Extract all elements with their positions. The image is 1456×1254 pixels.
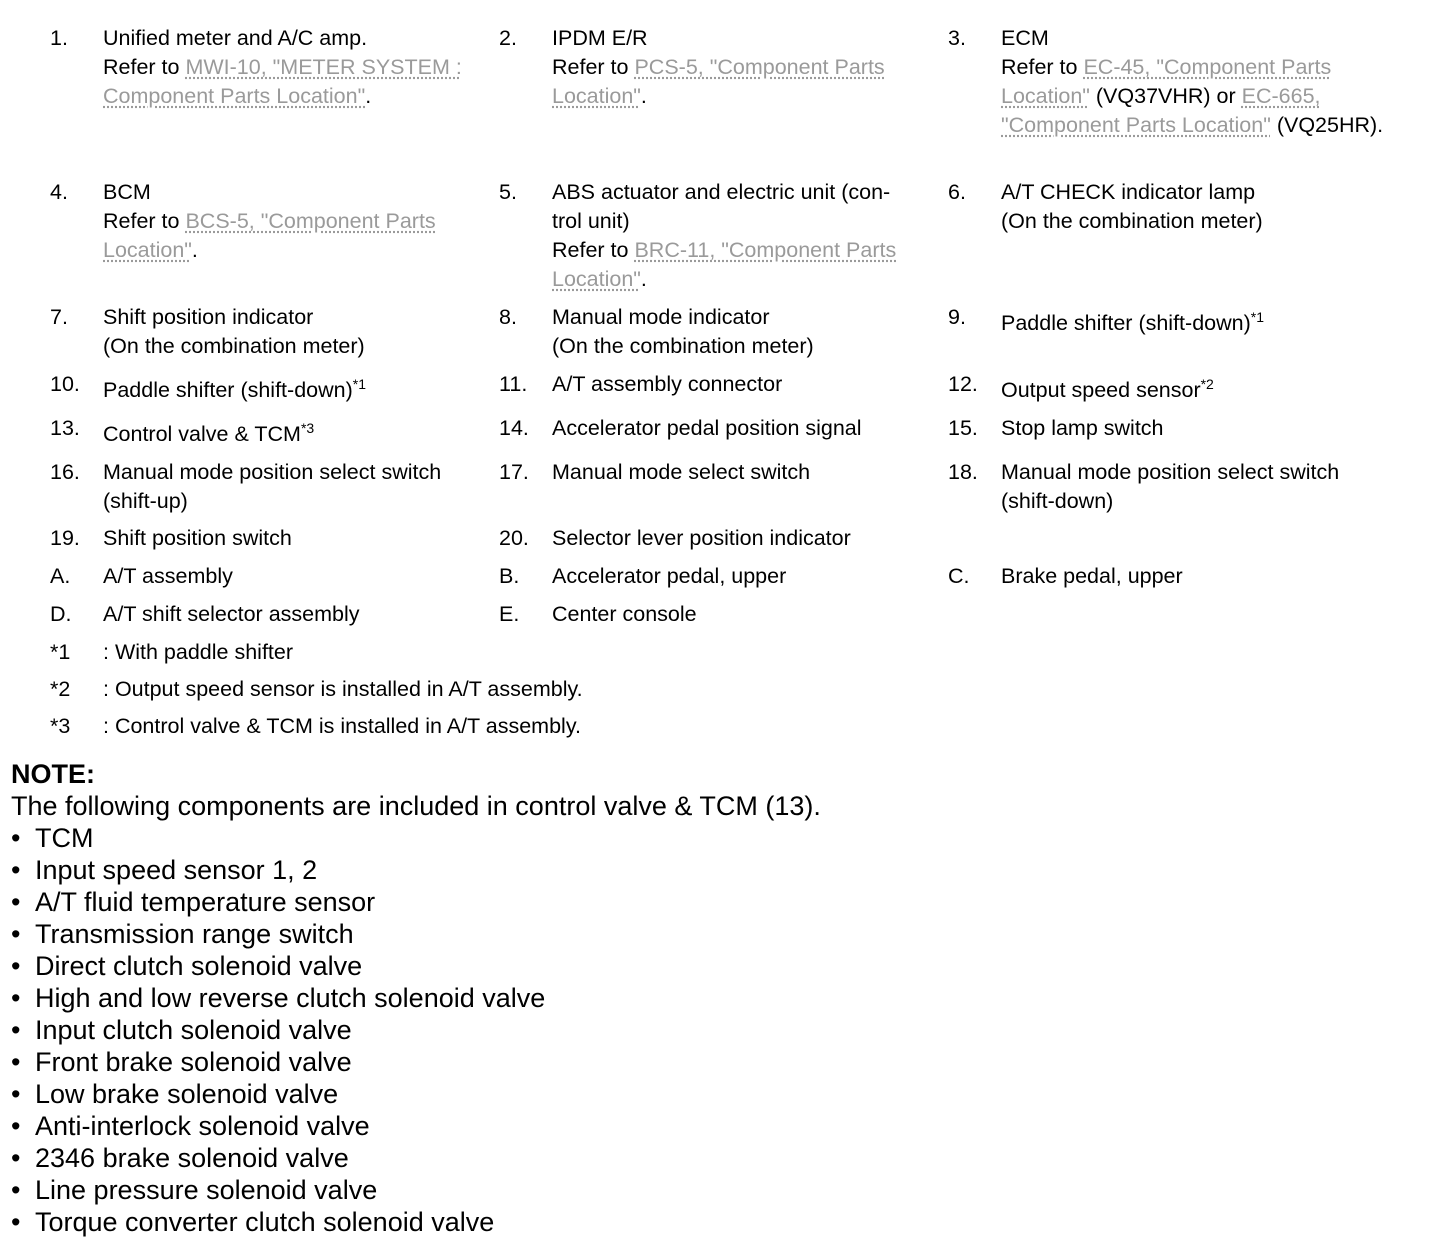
bullet-icon: • — [11, 823, 21, 853]
item-label: Paddle shifter (shift-down) — [103, 378, 353, 402]
item-label: Shift position switch — [103, 526, 292, 550]
item-label: ECM — [1001, 26, 1049, 50]
item-label: Stop lamp switch — [1001, 416, 1164, 440]
item-number: 8. — [499, 305, 517, 329]
item-label: Accelerator pedal position signal — [552, 416, 862, 440]
item-label: A/T shift selector assembly — [103, 602, 360, 626]
ref-link-ec-45[interactable]: EC-45, "Component Parts Location" — [1001, 55, 1332, 108]
item-label: Paddle shifter (shift-down) — [1001, 311, 1251, 335]
legend-item-4: 4. BCM Refer to BCS-5, "Component Parts Location". — [50, 178, 499, 303]
list-item: • Input speed sensor 1, 2 — [11, 855, 318, 885]
item-label: BCM — [103, 180, 151, 204]
list-item: • 2346 brake solenoid valve — [11, 1143, 349, 1173]
list-item: • Line pressure solenoid valve — [11, 1175, 378, 1205]
bullet-icon: • — [11, 983, 21, 1013]
bullet-icon: • — [11, 1207, 21, 1237]
item-label: Control valve & TCM — [103, 422, 301, 446]
ref-link-ec-665[interactable]: EC-665, "Component Parts Location" — [1001, 84, 1321, 137]
item-number: 3. — [948, 26, 966, 50]
bullet-icon: • — [11, 1111, 21, 1141]
legend-item-a — [50, 562, 499, 600]
list-item: • Front brake solenoid valve — [11, 1047, 352, 1077]
item-number: 16. — [50, 460, 80, 484]
legend-row — [50, 303, 1450, 370]
legend-item-18 — [948, 458, 1418, 524]
item-sublabel: (shift-down) — [1001, 489, 1114, 513]
item-number: 12. — [948, 372, 978, 396]
footnote-text: : Control valve & TCM is installed in A/T assembly. — [103, 714, 581, 738]
item-label: Accelerator pedal, upper — [552, 564, 787, 588]
legend-item-5: 5. ABS actuator and electric unit (con- trol unit) Refer to BRC-11, "Component Parts Location". — [499, 178, 948, 303]
item-number: 19. — [50, 526, 80, 550]
footnote-mark: *3 — [50, 714, 71, 738]
item-label: Manual mode select switch — [552, 460, 811, 484]
item-label: Shift position indicator — [103, 305, 314, 329]
item-label: Manual mode position select switch — [1001, 460, 1340, 484]
footnote-mark: *1 — [50, 640, 71, 664]
list-item: • Anti-interlock solenoid valve — [11, 1111, 370, 1141]
footnote — [50, 638, 1450, 675]
legend-item-16 — [50, 458, 499, 524]
item-number: 1. — [50, 26, 68, 50]
footnote-mark: *2 — [50, 677, 71, 701]
item-letter: A. — [50, 564, 71, 588]
item-label: A/T CHECK indicator lamp — [1001, 180, 1256, 204]
footnote-ref: *2 — [1200, 376, 1214, 392]
legend-item-19 — [50, 524, 499, 562]
legend-item-c — [948, 562, 1418, 600]
bullet-icon: • — [11, 1079, 21, 1109]
legend-row — [50, 562, 1450, 600]
footnote — [50, 675, 1450, 712]
list-item: • High and low reverse clutch solenoid valve — [11, 983, 546, 1013]
bullet-icon: • — [11, 1175, 21, 1205]
list-item: • TCM — [11, 823, 94, 853]
refer-text: Refer to — [1001, 55, 1084, 79]
footnote-ref: *1 — [1250, 309, 1264, 325]
legend-item-1: 1. Unified meter and A/C amp. Refer to MWI-10, "METER SYSTEM : Component Parts Location". — [50, 24, 499, 178]
legend-item-13 — [50, 414, 499, 458]
list-item: • Torque converter clutch solenoid valve — [11, 1207, 495, 1237]
bullet-icon: • — [11, 919, 21, 949]
item-label: ABS actuator and electric unit (con- — [552, 180, 891, 204]
item-number: 6. — [948, 180, 966, 204]
legend-item-8 — [499, 303, 948, 370]
list-item: • Transmission range switch — [11, 919, 354, 949]
list-item: • Low brake solenoid valve — [11, 1079, 339, 1109]
item-label: Unified meter and A/C amp. — [103, 26, 368, 50]
bullet-icon: • — [11, 1015, 21, 1045]
legend-row — [50, 600, 1450, 638]
item-number: 20. — [499, 526, 529, 550]
item-number: 18. — [948, 460, 978, 484]
list-item: • Input clutch solenoid valve — [11, 1015, 352, 1045]
legend-item-7 — [50, 303, 499, 370]
ref-link-brc-11[interactable]: BRC-11, "Component Parts Location" — [552, 238, 897, 291]
footnote-text: : Output speed sensor is installed in A/T assembly. — [103, 677, 583, 701]
item-label: A/T assembly — [103, 564, 233, 588]
item-number: 11. — [499, 372, 528, 396]
item-number: 15. — [948, 416, 978, 440]
refer-text: Refer to — [103, 55, 186, 79]
item-sublabel: (On the combination meter) — [552, 334, 814, 358]
ref-link-mwi-10[interactable]: MWI-10, "METER SYSTEM : Component Parts Location" — [103, 55, 462, 108]
legend-item-20 — [499, 524, 948, 562]
item-letter: B. — [499, 564, 520, 588]
bullet-icon: • — [11, 1143, 21, 1173]
refer-text: Refer to — [552, 55, 635, 79]
item-sublabel: (On the combination meter) — [1001, 209, 1263, 233]
item-label: IPDM E/R — [552, 26, 648, 50]
footnote-ref: *1 — [352, 376, 366, 392]
item-number: 2. — [499, 26, 517, 50]
refer-text: Refer to — [552, 238, 635, 262]
note-section — [11, 758, 1411, 1238]
item-label: Brake pedal, upper — [1001, 564, 1183, 588]
item-number: 5. — [499, 180, 517, 204]
item-number: 17. — [499, 460, 529, 484]
item-label: A/T assembly connector — [552, 372, 783, 396]
item-label-cont: trol unit) — [552, 209, 630, 233]
legend-item-3: 3. ECM Refer to EC-45, "Component Parts Location" (VQ37VHR) or EC-665, "Component Parts Location" (VQ25HR). — [948, 24, 1418, 178]
legend-item-e — [499, 600, 948, 638]
legend-item-9 — [948, 303, 1418, 370]
legend-row — [50, 24, 1450, 178]
footnote — [50, 712, 1450, 749]
item-number: 7. — [50, 305, 68, 329]
legend-row — [50, 370, 1450, 414]
legend-item-2: 2. IPDM E/R Refer to PCS-5, "Component Parts Location". — [499, 24, 948, 178]
legend-item-b — [499, 562, 948, 600]
bullet-icon: • — [11, 951, 21, 981]
legend-item-14 — [499, 414, 948, 458]
legend-item-17 — [499, 458, 948, 524]
item-letter: D. — [50, 602, 72, 626]
legend-item-12 — [948, 370, 1418, 414]
item-number: 4. — [50, 180, 68, 204]
legend-item-6 — [948, 178, 1418, 303]
note-intro: The following components are included in control valve & TCM (13). — [11, 791, 821, 821]
item-label: Selector lever position indicator — [552, 526, 851, 550]
item-label: Manual mode indicator — [552, 305, 770, 329]
component-legend — [50, 24, 1450, 749]
item-sublabel: (shift-up) — [103, 489, 188, 513]
refer-text: Refer to — [103, 209, 186, 233]
legend-row — [50, 458, 1450, 524]
legend-item-11 — [499, 370, 948, 414]
item-sublabel: (On the combination meter) — [103, 334, 365, 358]
bullet-icon: • — [11, 887, 21, 917]
list-item: • Direct clutch solenoid valve — [11, 951, 363, 981]
legend-row — [50, 178, 1450, 303]
item-letter: C. — [948, 564, 970, 588]
note-heading: NOTE: — [11, 759, 95, 789]
note-list — [11, 822, 1411, 1238]
bullet-icon: • — [11, 855, 21, 885]
footnote-ref: *3 — [300, 420, 315, 436]
item-label: Manual mode position select switch — [103, 460, 442, 484]
ref-link-bcs-5[interactable]: BCS-5, "Component Parts Location" — [103, 209, 436, 262]
item-number: 10. — [50, 372, 80, 396]
legend-row — [50, 524, 1450, 562]
item-letter: E. — [499, 602, 520, 626]
footnote-text: : With paddle shifter — [103, 640, 294, 664]
legend-row — [50, 414, 1450, 458]
item-label: Center console — [552, 602, 697, 626]
legend-item-15 — [948, 414, 1418, 458]
item-number: 13. — [50, 416, 80, 440]
item-number: 9. — [948, 305, 966, 329]
item-number: 14. — [499, 416, 529, 440]
item-label: Output speed sensor — [1001, 378, 1201, 402]
legend-item-d — [50, 600, 499, 638]
ref-link-pcs-5[interactable]: PCS-5, "Component Parts Location" — [552, 55, 885, 108]
legend-item-10 — [50, 370, 499, 414]
list-item: • A/T fluid temperature sensor — [11, 887, 376, 917]
bullet-icon: • — [11, 1047, 21, 1077]
